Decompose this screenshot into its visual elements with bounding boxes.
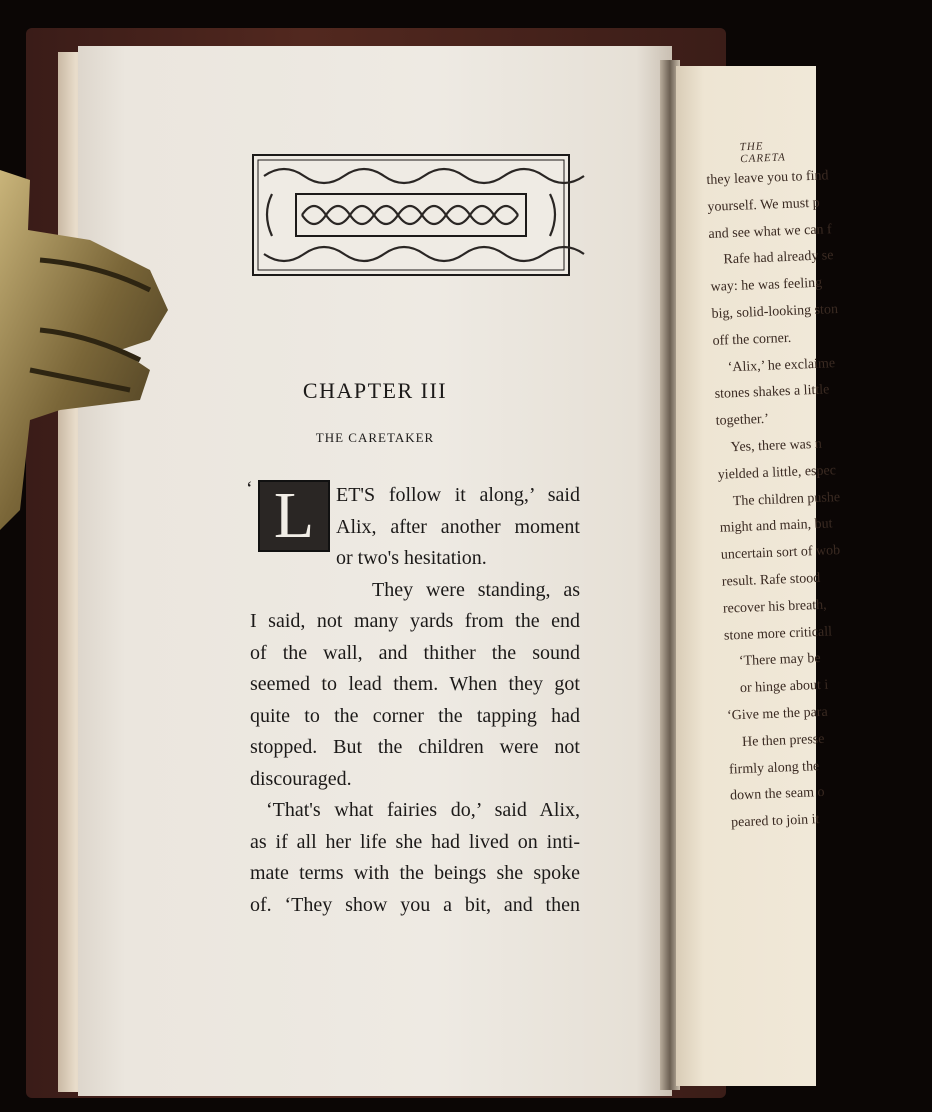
brass-clasp-image: [0, 170, 170, 550]
text-line: stopped. But the children were not: [250, 736, 580, 758]
text-line: ET'S follow it along,’ said: [336, 484, 580, 506]
text-line: seemed to lead them. When they got: [250, 673, 580, 695]
opening-quote: ‘: [246, 478, 253, 500]
text-line: Alix, after another moment: [336, 515, 580, 538]
text-line: ‘Alix,’ he exclaime: [727, 355, 836, 375]
text-line: or hinge about i: [739, 677, 829, 697]
text-line: He then presse: [741, 731, 825, 750]
text-line: ‘Give me the para: [726, 704, 828, 724]
chapter-subtitle: THE CARETAKER: [315, 430, 435, 445]
right-page-text: [706, 160, 932, 837]
text-line: of the wall, and thither the sound: [250, 641, 580, 664]
text-line: down the seam o: [729, 785, 825, 804]
chapter-title: CHAPTER III: [302, 378, 448, 403]
celtic-knot-headpiece: [252, 154, 570, 276]
text-line: or two's hesitation.: [336, 547, 487, 569]
text-line: big, solid-looking ston: [711, 302, 839, 322]
text-line: Yes, there was n: [730, 436, 823, 456]
text-line: stones shakes a little: [714, 382, 830, 403]
text-line: recover his breath,: [722, 597, 827, 617]
text-line: uncertain sort of wob: [720, 543, 841, 563]
text-line: way: he was feeling: [710, 275, 823, 296]
text-line: I said, not many yards from the end: [250, 610, 580, 632]
text-line: ‘There may be: [738, 651, 821, 670]
text-line: They were standing, as: [372, 578, 580, 601]
text-line: and see what we can f: [708, 221, 832, 242]
text-line: The children pushe: [732, 489, 841, 509]
text-line: discouraged.: [250, 767, 352, 790]
text-line: yourself. We must p: [707, 195, 820, 215]
running-head: THE CARETA: [739, 140, 787, 166]
text-line: together.’: [715, 411, 770, 429]
chapter-body-text: [250, 480, 580, 921]
text-line: stone more criticall: [723, 624, 833, 644]
text-line: ‘That's what fairies do,’ said Alix,: [266, 799, 580, 821]
text-line: yielded a little, espec: [717, 463, 837, 483]
drop-cap-letter: L: [273, 479, 315, 552]
text-line: peared to join it: [730, 812, 820, 831]
text-line: firmly along the: [728, 758, 820, 778]
text-line: as if all her life she had lived on inti-: [250, 830, 580, 853]
text-line: off the corner.: [712, 330, 792, 349]
text-line: quite to the corner the tapping had: [250, 704, 580, 727]
text-line: might and main, but: [719, 516, 833, 537]
text-line: of. ‘They show you a bit, and then: [250, 893, 580, 916]
text-line: result. Rafe stood: [721, 570, 821, 590]
text-line: they leave you to find: [706, 168, 829, 188]
text-line: Rafe had already se: [723, 248, 834, 268]
text-line: mate terms with the beings she spoke: [250, 862, 580, 884]
